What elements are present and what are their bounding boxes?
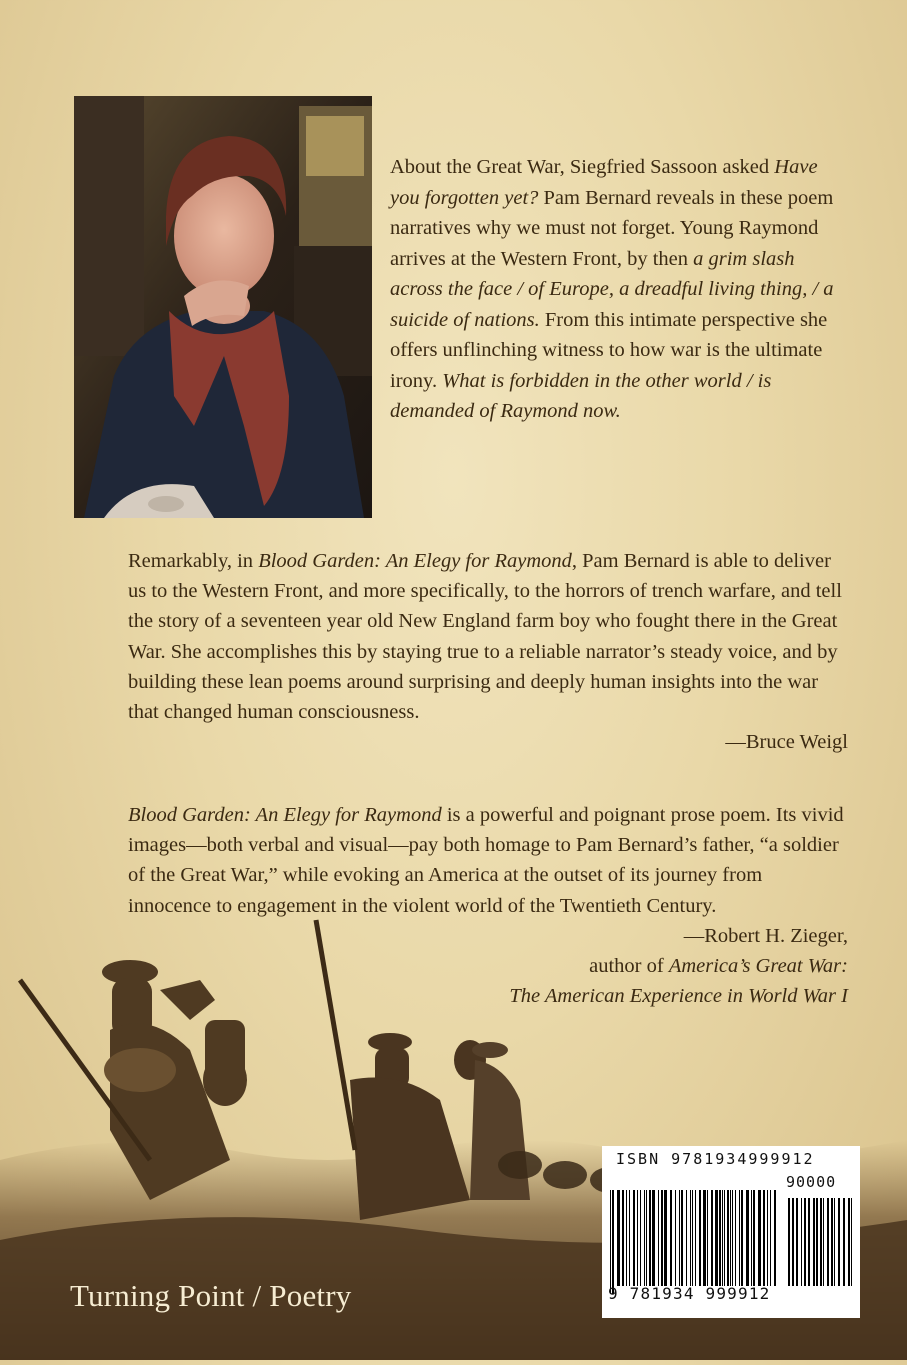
barcode-bar xyxy=(722,1190,723,1286)
barcode-bar xyxy=(640,1190,641,1286)
barcode-bar xyxy=(646,1190,647,1286)
barcode-bar xyxy=(715,1190,718,1286)
author-photo xyxy=(74,96,372,518)
barcode-bar xyxy=(739,1190,740,1286)
barcode-bar xyxy=(679,1190,680,1286)
attribution-prefix: author of xyxy=(589,955,669,978)
barcode-bar xyxy=(612,1190,614,1294)
barcode-bar xyxy=(658,1190,659,1286)
barcode-bar xyxy=(719,1190,721,1286)
barcode-bar xyxy=(711,1190,713,1286)
barcode-bar xyxy=(834,1198,835,1286)
barcode-bar xyxy=(681,1190,683,1286)
barcode-bar xyxy=(629,1190,630,1286)
blurb-quote-2: a grim slash across the face / of Europe, a dreadful living thing, / a suicide of nations. xyxy=(390,247,834,331)
barcode-bar xyxy=(724,1190,725,1286)
barcode-bar xyxy=(690,1190,691,1286)
barcode-bar xyxy=(707,1190,708,1286)
barcode-bar xyxy=(823,1198,824,1286)
barcode-bar xyxy=(746,1190,749,1286)
barcode-bar xyxy=(695,1190,696,1286)
barcode-bar xyxy=(848,1198,850,1286)
barcode-bar xyxy=(652,1190,655,1286)
barcode-bar xyxy=(843,1198,845,1286)
barcode-bar xyxy=(727,1190,729,1286)
barcode-bar xyxy=(788,1198,790,1286)
review-book-title: Blood Garden: An Elegy for Raymond xyxy=(128,804,442,826)
barcode-bar xyxy=(827,1198,829,1286)
barcode-bar xyxy=(692,1190,693,1286)
barcode-bar xyxy=(730,1190,731,1286)
barcode-bar xyxy=(774,1190,776,1286)
review-text-2: , Pam Bernard is able to deliver us to the Western Front, and more specifically, to the horrors of trench warfare, and tell the story of a seventeen year old New England farm boy who fought there in the Great War. She accomplishes this by staying true to a reliable narrator’s steady voice, and by building these lean poems around surprising and deeply human insights into the war that changed human consciousness. xyxy=(128,550,842,724)
blurb-text-2: Pam Bernard reveals in these poem narratives why we must not forget. Young Raymond arrives at the Western Front, by then xyxy=(390,186,834,270)
blurb-text-3: From this intimate perspective she offers unflinching witness to how war is the ultimate irony. xyxy=(390,308,828,392)
barcode-bar xyxy=(770,1190,771,1286)
blurb-text-1: About the Great War, Siegfried Sassoon asked xyxy=(390,156,775,178)
review-attribution: —Bruce Weigl xyxy=(725,731,848,754)
barcode-bar xyxy=(751,1190,752,1286)
review-bruce-weigl xyxy=(128,546,848,757)
review-attribution: —Robert H. Zieger, xyxy=(683,924,848,947)
blurb-quote-3: What is forbidden in the other world / is demanded of Raymond now. xyxy=(390,369,772,422)
barcode-bar xyxy=(610,1190,611,1294)
barcode-bar xyxy=(808,1198,810,1286)
barcode-bar xyxy=(767,1190,768,1286)
barcode-bar xyxy=(763,1190,765,1286)
barcode-bar xyxy=(741,1190,743,1286)
barcode-bar xyxy=(838,1198,840,1286)
barcode-bar xyxy=(686,1190,687,1286)
barcode-bar xyxy=(796,1198,798,1286)
barcode-bar xyxy=(801,1198,802,1286)
isbn-barcode-number: 9 781934 999912 xyxy=(608,1284,771,1303)
review-body xyxy=(128,546,848,727)
barcode-bar xyxy=(675,1190,676,1286)
barcode-bar xyxy=(804,1198,806,1286)
attribution-book-subtitle: The American Experience in World War I xyxy=(509,985,848,1008)
review-text: is a powerful and poignant prose poem. Its vivid images—both verbal and visual—pay both homage to Pam Bernard’s father, “a soldier of the Great War,” while evoking an America at the outset of its journey from innocence to engagement in the violent world of the Twentieth Century. xyxy=(128,804,844,917)
barcode-bar xyxy=(735,1190,736,1286)
barcode-bar xyxy=(851,1198,852,1286)
barcode-bar xyxy=(732,1190,733,1286)
barcode-bar xyxy=(622,1190,624,1286)
barcode-bar xyxy=(670,1190,672,1286)
barcode-bar xyxy=(699,1190,701,1286)
barcode-bar xyxy=(649,1190,651,1286)
barcode-bar xyxy=(617,1190,620,1286)
barcode-bar xyxy=(633,1190,635,1286)
barcode-bar xyxy=(758,1190,761,1286)
barcode-bar xyxy=(661,1190,663,1286)
barcode-bar xyxy=(792,1198,794,1286)
barcode-bar xyxy=(644,1190,645,1286)
author-blurb xyxy=(390,152,840,427)
barcode-bar xyxy=(753,1190,755,1286)
blurb-quote-1: Have you forgotten yet? xyxy=(390,156,818,209)
barcode-bar xyxy=(626,1190,627,1286)
barcode-bar xyxy=(637,1190,638,1286)
barcode-bar xyxy=(820,1198,822,1286)
series-label: Turning Point / Poetry xyxy=(70,1278,352,1313)
attribution-book-title: America’s Great War: xyxy=(668,955,848,978)
author-portrait-image xyxy=(74,96,372,518)
barcode-bar xyxy=(816,1198,818,1286)
review-book-title: Blood Garden: An Elegy for Raymond xyxy=(258,550,572,572)
barcode-bar xyxy=(664,1190,667,1286)
isbn-label: ISBN 9781934999912 xyxy=(616,1150,815,1168)
review-text-1: Remarkably, in xyxy=(128,550,259,572)
barcode-bar xyxy=(703,1190,706,1286)
barcode-bar xyxy=(813,1198,815,1286)
isbn-price-code: 90000 xyxy=(786,1173,837,1191)
barcode-bar xyxy=(831,1198,833,1286)
